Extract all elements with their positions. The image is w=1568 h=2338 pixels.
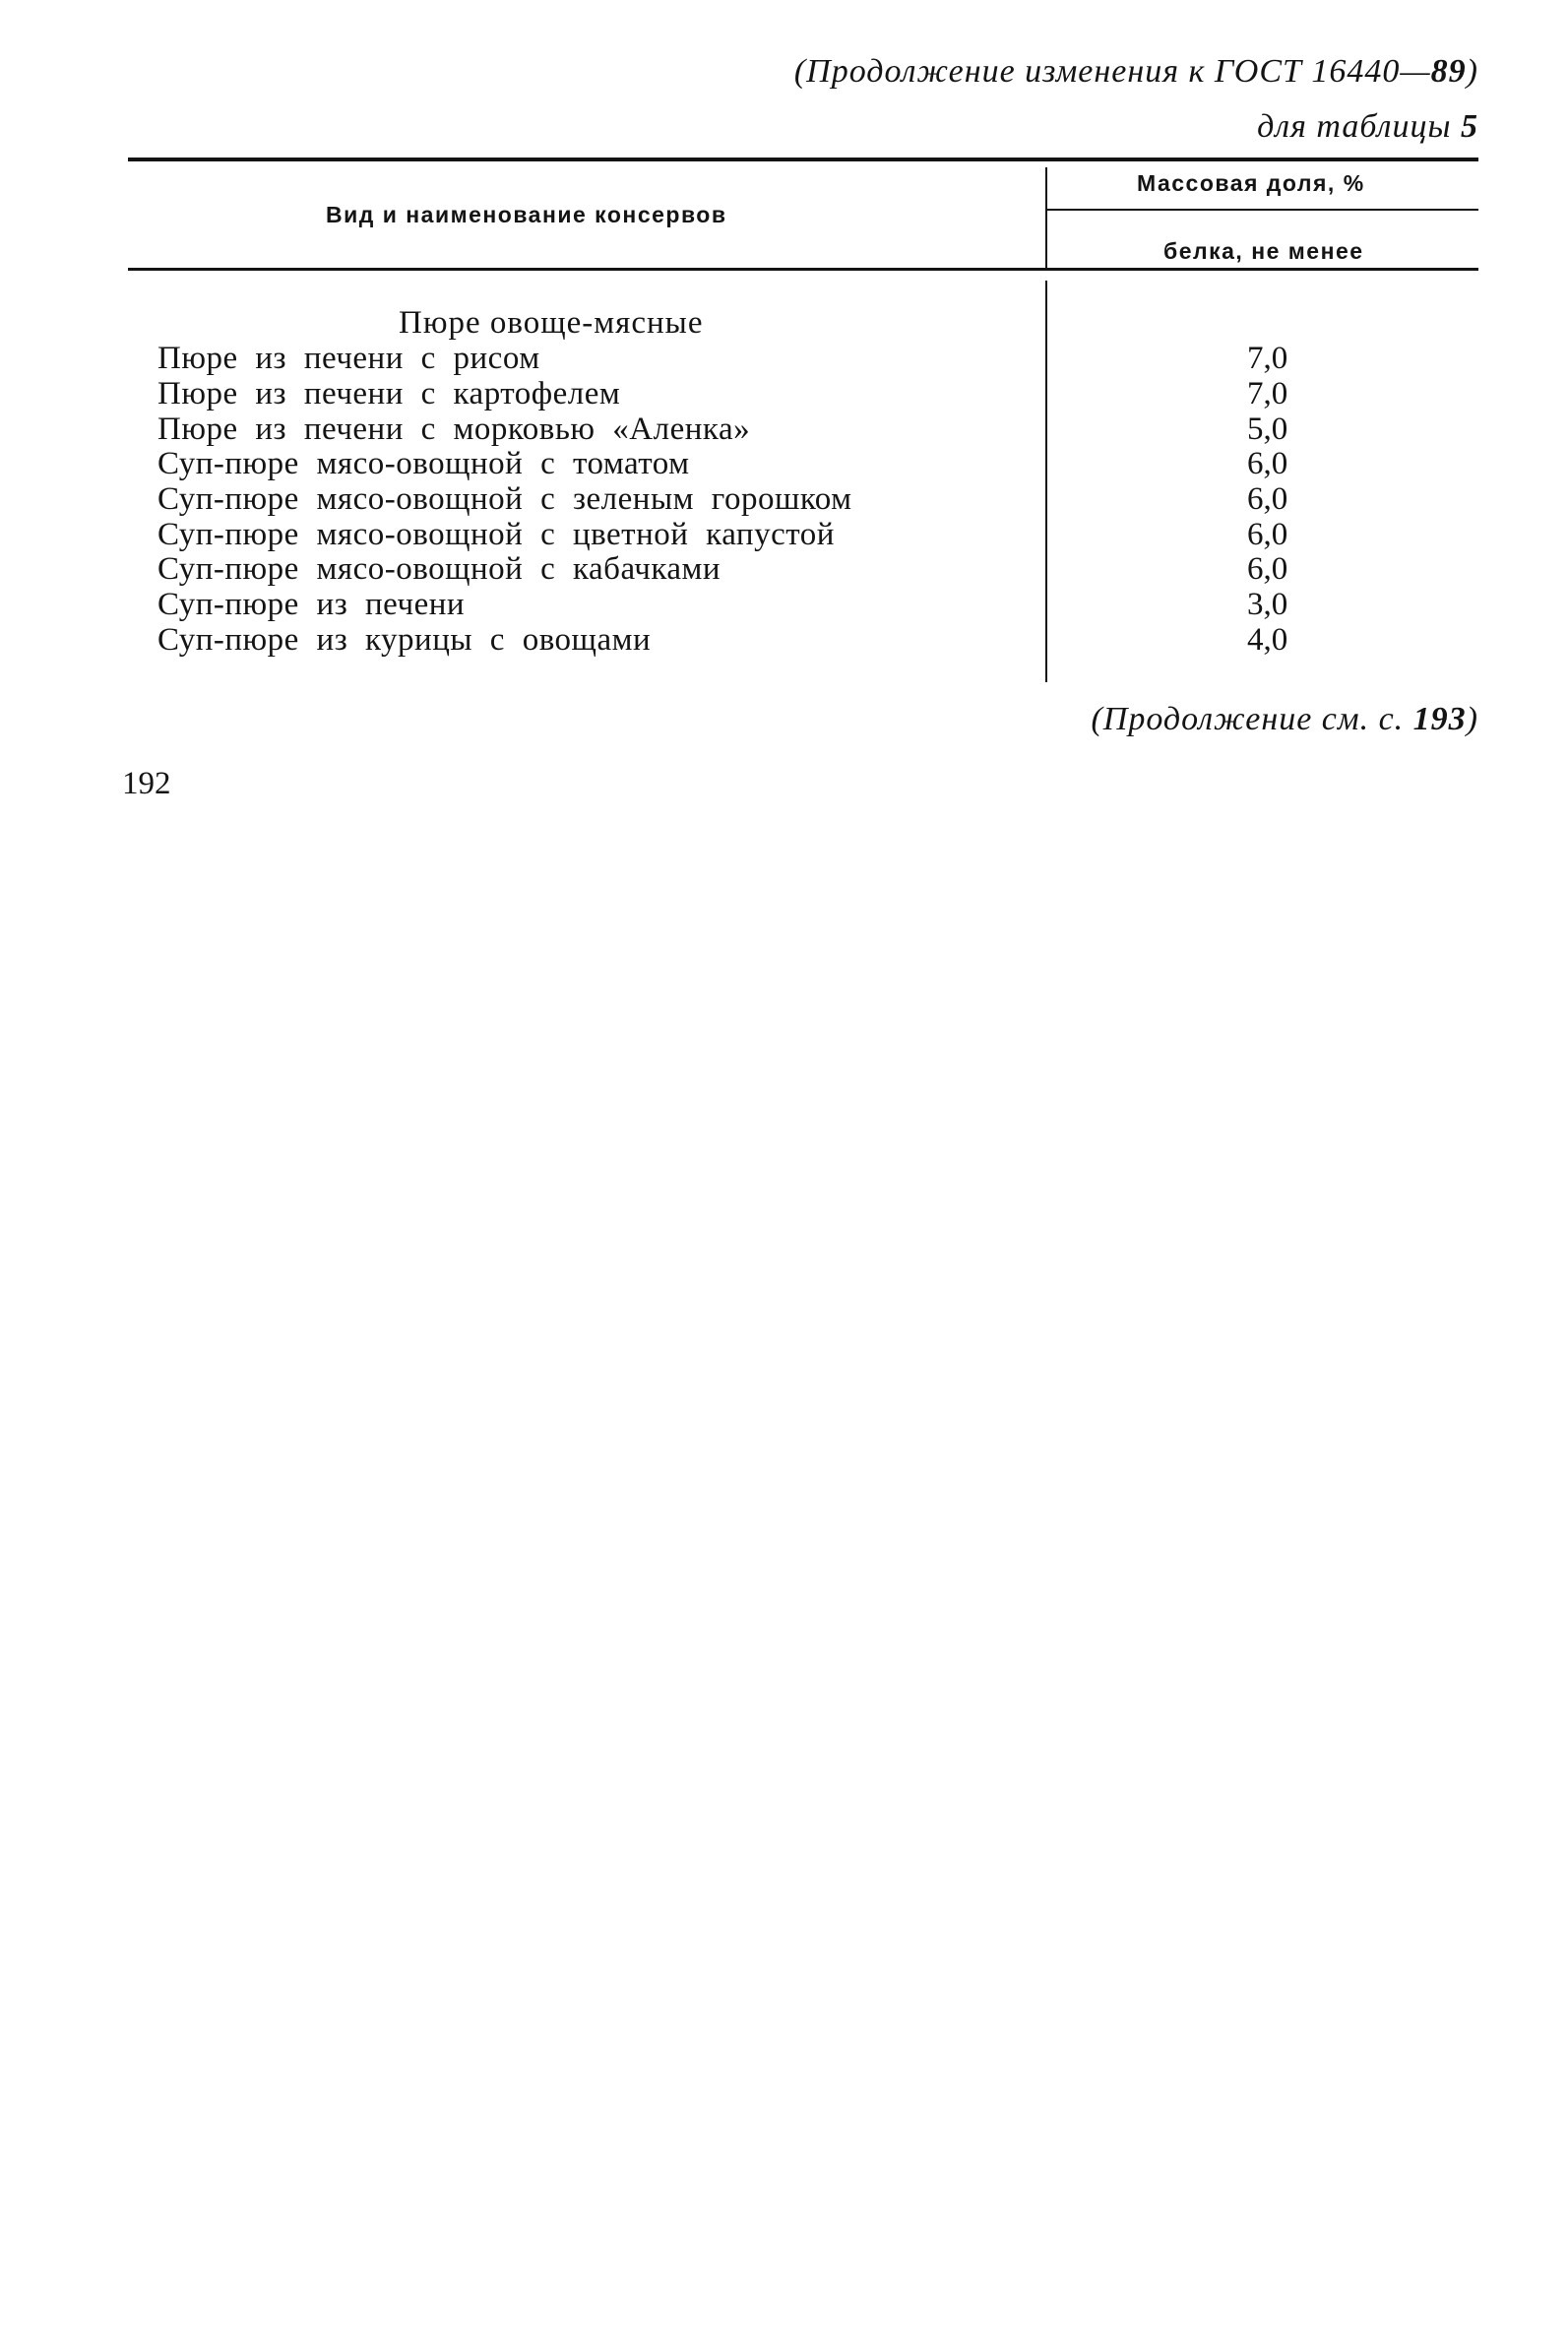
product-name: Суп-пюре мясо-овощной с зеленым горошком: [157, 481, 852, 517]
table-reference-number: 5: [1461, 108, 1478, 145]
column-header-split-rule: [1047, 209, 1478, 211]
group-title: Пюре овоще-мясные: [399, 305, 704, 341]
table-row: [0, 341, 1568, 376]
product-name: Пюре из печени с морковью «Аленка»: [157, 411, 751, 447]
table-row: [0, 446, 1568, 481]
column-header-protein-min: белка, не менее: [1163, 238, 1364, 264]
table-row: [0, 551, 1568, 587]
table-row: [0, 411, 1568, 447]
table-header-bottom-rule: [128, 268, 1478, 271]
product-name: Суп-пюре мясо-овощной с кабачками: [157, 551, 721, 587]
continuation-footer-suffix: ): [1466, 701, 1478, 737]
product-name: Суп-пюре мясо-овощной с цветной капустой: [157, 517, 835, 552]
continuation-footer-prefix: (Продолжение см. с.: [1091, 701, 1413, 737]
protein-value: 7,0: [1247, 341, 1288, 376]
table-row: [0, 622, 1568, 658]
protein-value: 3,0: [1247, 587, 1288, 622]
table-row: [0, 587, 1568, 622]
protein-value: 6,0: [1247, 481, 1288, 517]
table-row: [0, 481, 1568, 517]
table-row: [0, 376, 1568, 411]
protein-value: 6,0: [1247, 446, 1288, 481]
product-name: Суп-пюре из печени: [157, 587, 466, 622]
product-name: Пюре из печени с рисом: [157, 341, 540, 376]
column-header-mass-fraction: Массовая доля, %: [1137, 170, 1365, 196]
continuation-header-suffix: ): [1466, 53, 1478, 90]
column-header-product: Вид и наименование консервов: [326, 202, 727, 227]
product-name: Суп-пюре из курицы с овощами: [157, 622, 652, 658]
protein-value: 6,0: [1247, 517, 1288, 552]
table-reference-prefix: для таблицы: [1257, 108, 1461, 145]
product-name: Пюре из печени с картофелем: [157, 376, 621, 411]
column-divider-header: [1045, 167, 1047, 268]
table-reference: [1257, 108, 1478, 146]
protein-value: 5,0: [1247, 411, 1288, 447]
protein-value: 7,0: [1247, 376, 1288, 411]
protein-value: 6,0: [1247, 551, 1288, 587]
continuation-footer: [1091, 701, 1478, 738]
protein-value: 4,0: [1247, 622, 1288, 658]
continuation-header-prefix: (Продолжение изменения к ГОСТ 16440—: [793, 53, 1431, 90]
page-number: 192: [122, 766, 171, 801]
table-row: [0, 517, 1568, 552]
continuation-footer-page: 193: [1412, 701, 1467, 737]
product-name: Суп-пюре мясо-овощной с томатом: [157, 446, 690, 481]
continuation-header: [794, 53, 1478, 91]
continuation-header-year: 89: [1430, 53, 1467, 90]
table-top-rule: [128, 158, 1478, 161]
